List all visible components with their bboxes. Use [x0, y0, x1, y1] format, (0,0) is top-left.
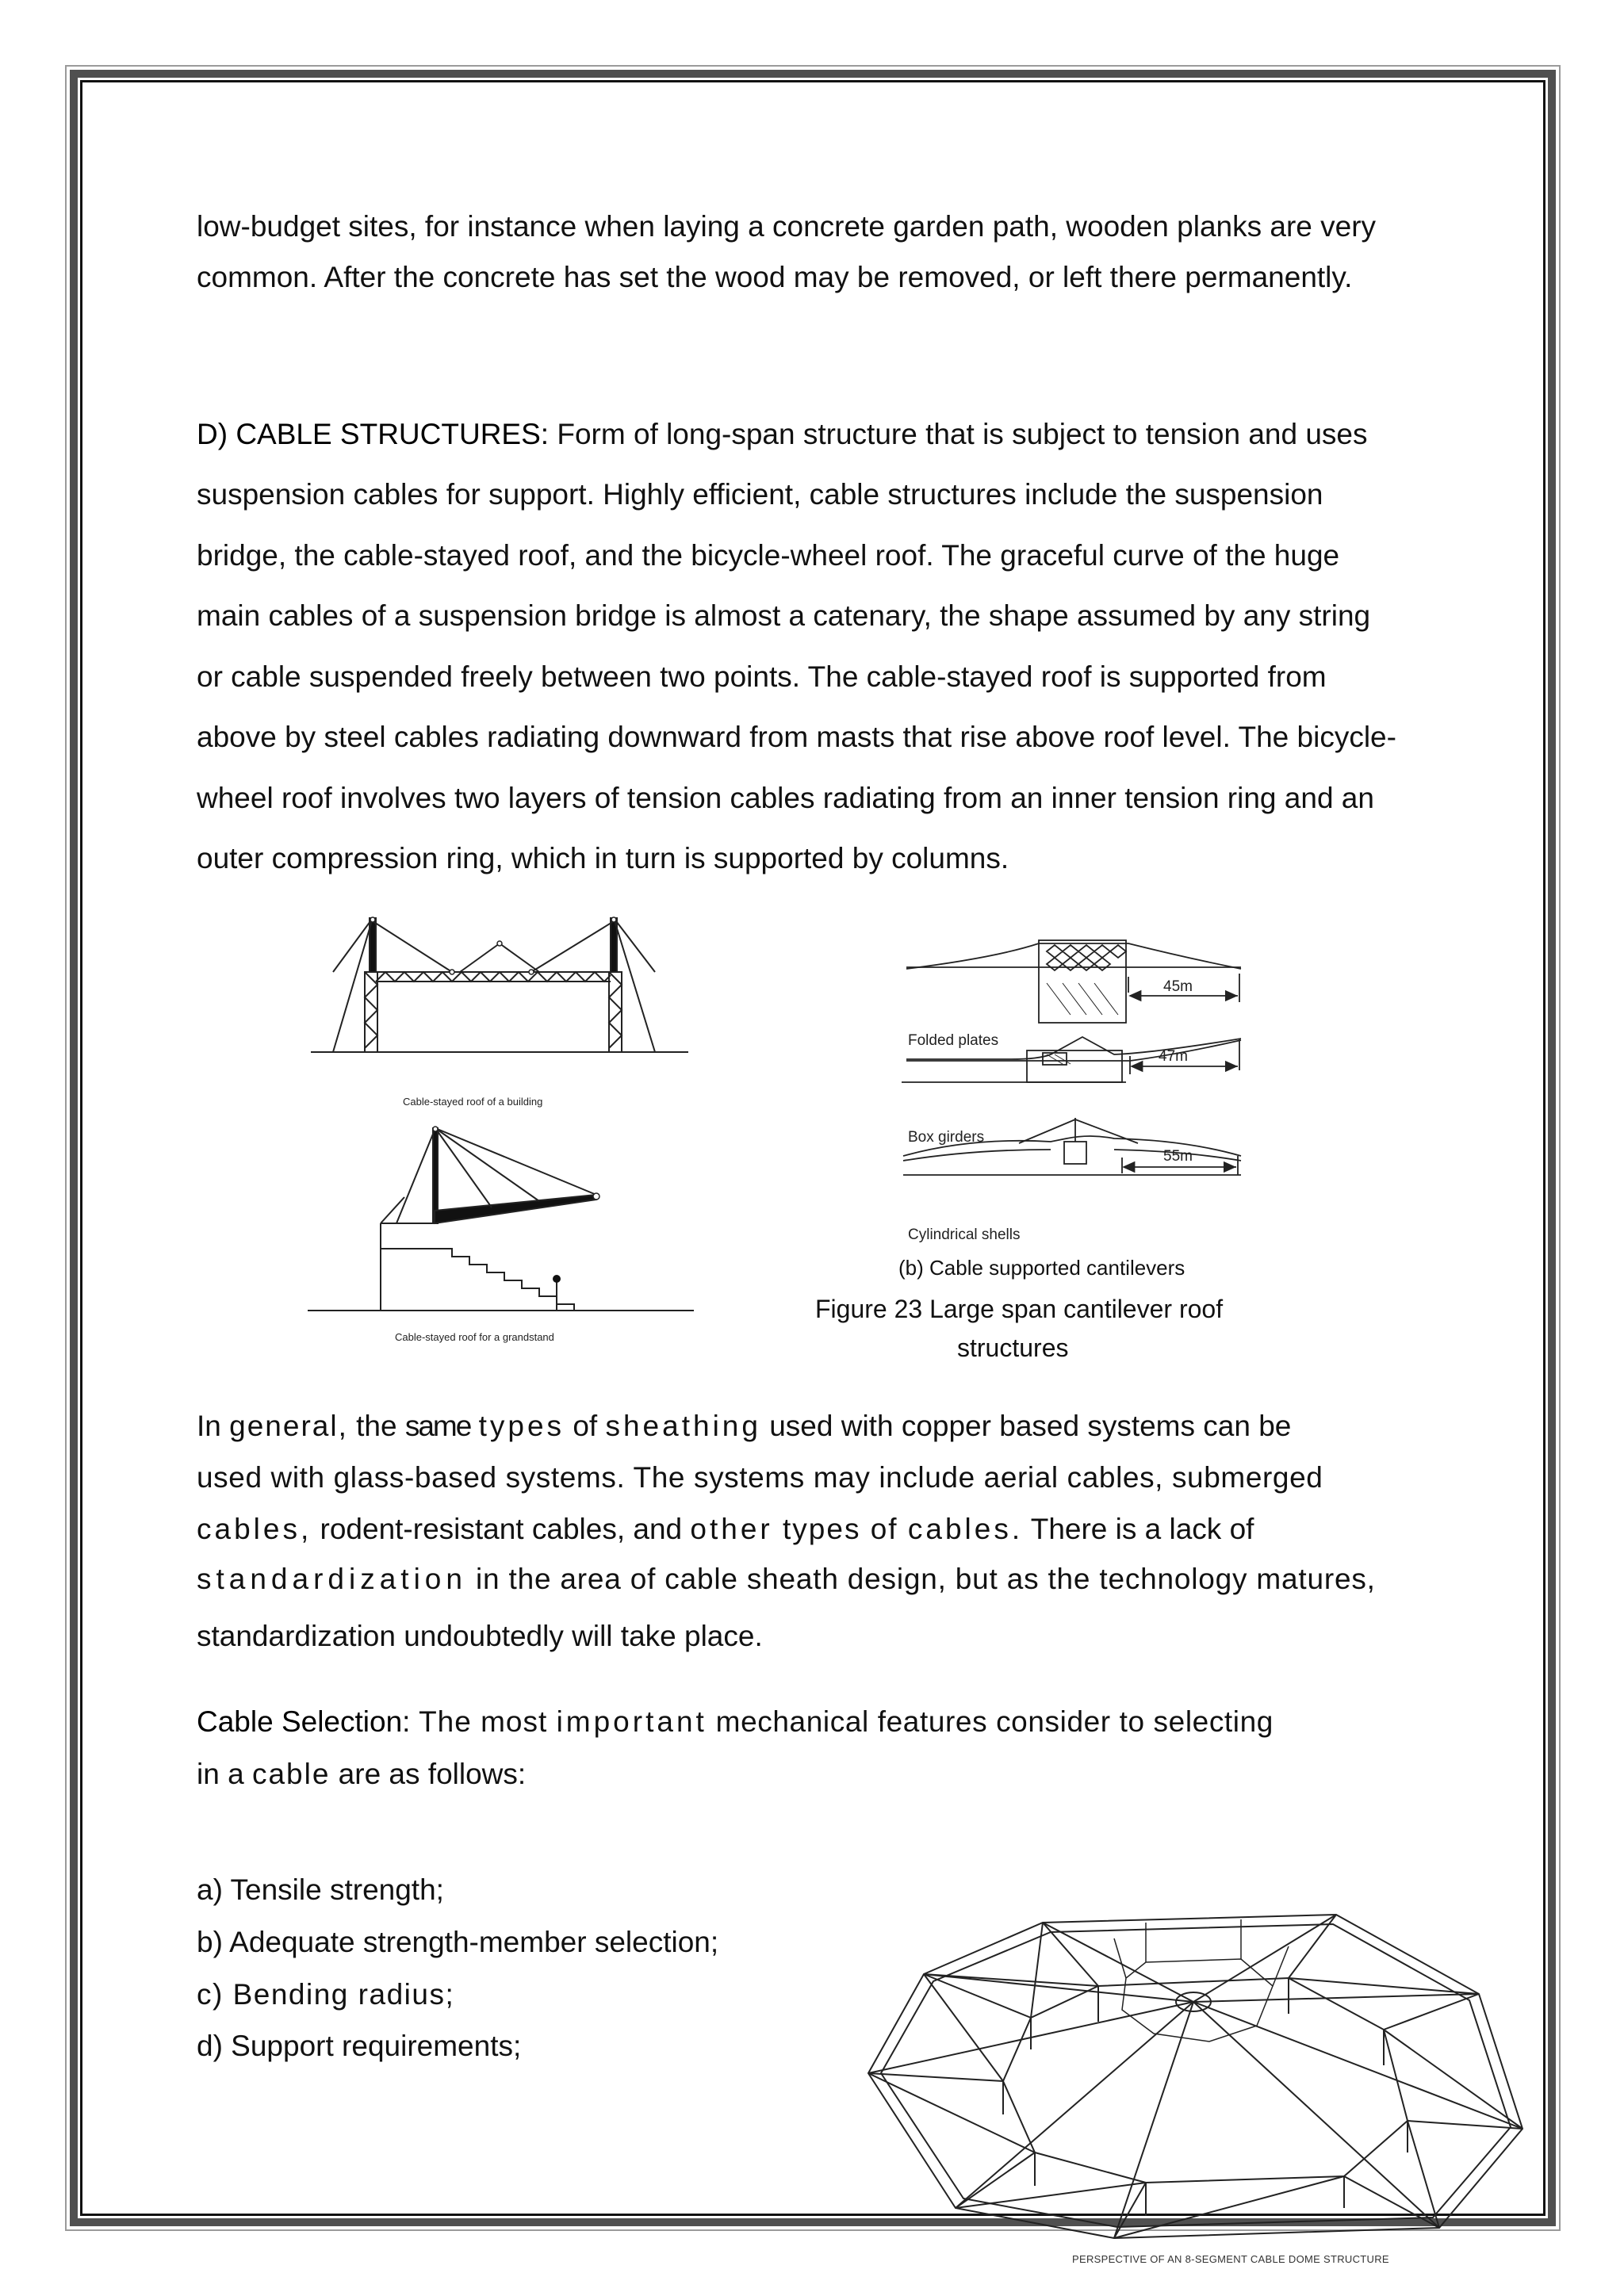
list-item-bending-radius: c) Bending radius;: [197, 1978, 455, 2011]
text-span: important: [556, 1705, 707, 1738]
text-span: mechanical features consider to selecting: [707, 1705, 1274, 1738]
text-span: general,: [229, 1410, 348, 1442]
text-span: types of: [772, 1513, 908, 1545]
text-span: cables,: [197, 1513, 312, 1545]
building-diagram-caption: Cable-stayed roof of a building: [403, 1096, 543, 1108]
cable-dome-diagram: [860, 1891, 1526, 2263]
text-span: There is a lack of: [1023, 1513, 1254, 1545]
text-span: in a: [197, 1758, 252, 1790]
sheathing-line-1: [197, 1410, 1291, 1442]
dim-55m: 55m: [1163, 1148, 1193, 1165]
text-span: the: [347, 1410, 405, 1442]
figure-caption-line-2: structures: [957, 1334, 1069, 1362]
text-span: are as follows:: [330, 1758, 527, 1790]
text-span: rodent-resistant cables, and: [312, 1513, 691, 1545]
cable-structures-text: Form of long-span structure that is subject to tension and uses: [549, 418, 1368, 450]
cable-stayed-grandstand-diagram: [301, 1122, 698, 1360]
intro-line-1: low-budget sites, for instance when laying a concrete garden path, wooden planks are very: [197, 210, 1377, 243]
text-span: types: [478, 1410, 565, 1442]
text-span: cable: [251, 1758, 331, 1790]
sheathing-line-5: standardization undoubtedly will take place.: [197, 1620, 763, 1652]
cable-selection-heading: Cable Selection:: [197, 1705, 411, 1738]
text-span: used with copper based systems can be: [760, 1410, 1292, 1442]
cable-selection-line-2: [197, 1758, 526, 1790]
label-cylindrical-shells: Cylindrical shells: [908, 1226, 1021, 1243]
sheathing-line-3: [197, 1513, 1254, 1545]
dim-45m: 45m: [1163, 978, 1193, 995]
dome-caption: PERSPECTIVE OF AN 8-SEGMENT CABLE DOME STRUCTURE: [1072, 2253, 1389, 2265]
text-span: sheathing: [605, 1410, 761, 1442]
cable-structures-line-1: [197, 419, 1368, 450]
list-item-support-requirements: d) Support requirements;: [197, 2030, 522, 2062]
cable-structures-line-4: main cables of a suspension bridge is almost a catenary, the shape assumed by any string: [197, 599, 1371, 632]
cable-selection-line-1: [197, 1706, 1274, 1738]
dim-47m: 47m: [1159, 1048, 1188, 1065]
grandstand-diagram-caption: Cable-stayed roof for a grandstand: [395, 1331, 554, 1343]
list-item-strength-member: b) Adequate strength-member selection;: [197, 1926, 719, 1958]
text-span: cables.: [907, 1513, 1024, 1545]
text-span: in the area of cable sheath design, but as the technology matures,: [466, 1563, 1376, 1595]
cable-structures-heading: D) CABLE STRUCTURES:: [197, 418, 550, 450]
text-span: standardization: [197, 1563, 467, 1595]
figure-subcaption: (b) Cable supported cantilevers: [898, 1256, 1185, 1280]
text-span: other: [690, 1513, 773, 1545]
sheathing-line-4: [197, 1563, 1376, 1595]
text-span: of: [565, 1410, 606, 1442]
cable-structures-line-7: wheel roof involves two layers of tension cables radiating from an inner tension ring and an: [197, 782, 1374, 814]
label-folded-plates: Folded plates: [908, 1032, 999, 1049]
intro-line-2: common. After the concrete has set the wood may be removed, or left there permanently.: [197, 261, 1353, 293]
cable-structures-line-5: or cable suspended freely between two points. The cable-stayed roof is supported from: [197, 660, 1327, 693]
list-item-tensile-strength: a) Tensile strength;: [197, 1873, 444, 1906]
cable-structures-line-2: suspension cables for support. Highly efficient, cable structures include the suspension: [197, 478, 1323, 511]
figure-caption-line-1: Figure 23 Large span cantilever roof: [815, 1295, 1224, 1323]
text-span: In: [197, 1410, 230, 1442]
cable-stayed-building-diagram: [301, 912, 698, 1110]
text-span: The most: [410, 1705, 557, 1738]
label-box-girders: Box girders: [908, 1129, 985, 1146]
text-span: [470, 1410, 478, 1442]
cable-structures-line-6: above by steel cables radiating downward from masts that rise above roof level. The bicycle-: [197, 721, 1396, 753]
cable-structures-line-8: outer compression ring, which in turn is supported by columns.: [197, 842, 1009, 874]
cable-cantilever-diagram: [892, 920, 1273, 1253]
sheathing-line-2: used with glass-based systems. The systems may include aerial cables, submerged: [197, 1461, 1323, 1494]
text-span: same: [404, 1410, 471, 1442]
cable-structures-line-3: bridge, the cable-stayed roof, and the bicycle-wheel roof. The graceful curve of the huge: [197, 539, 1340, 572]
